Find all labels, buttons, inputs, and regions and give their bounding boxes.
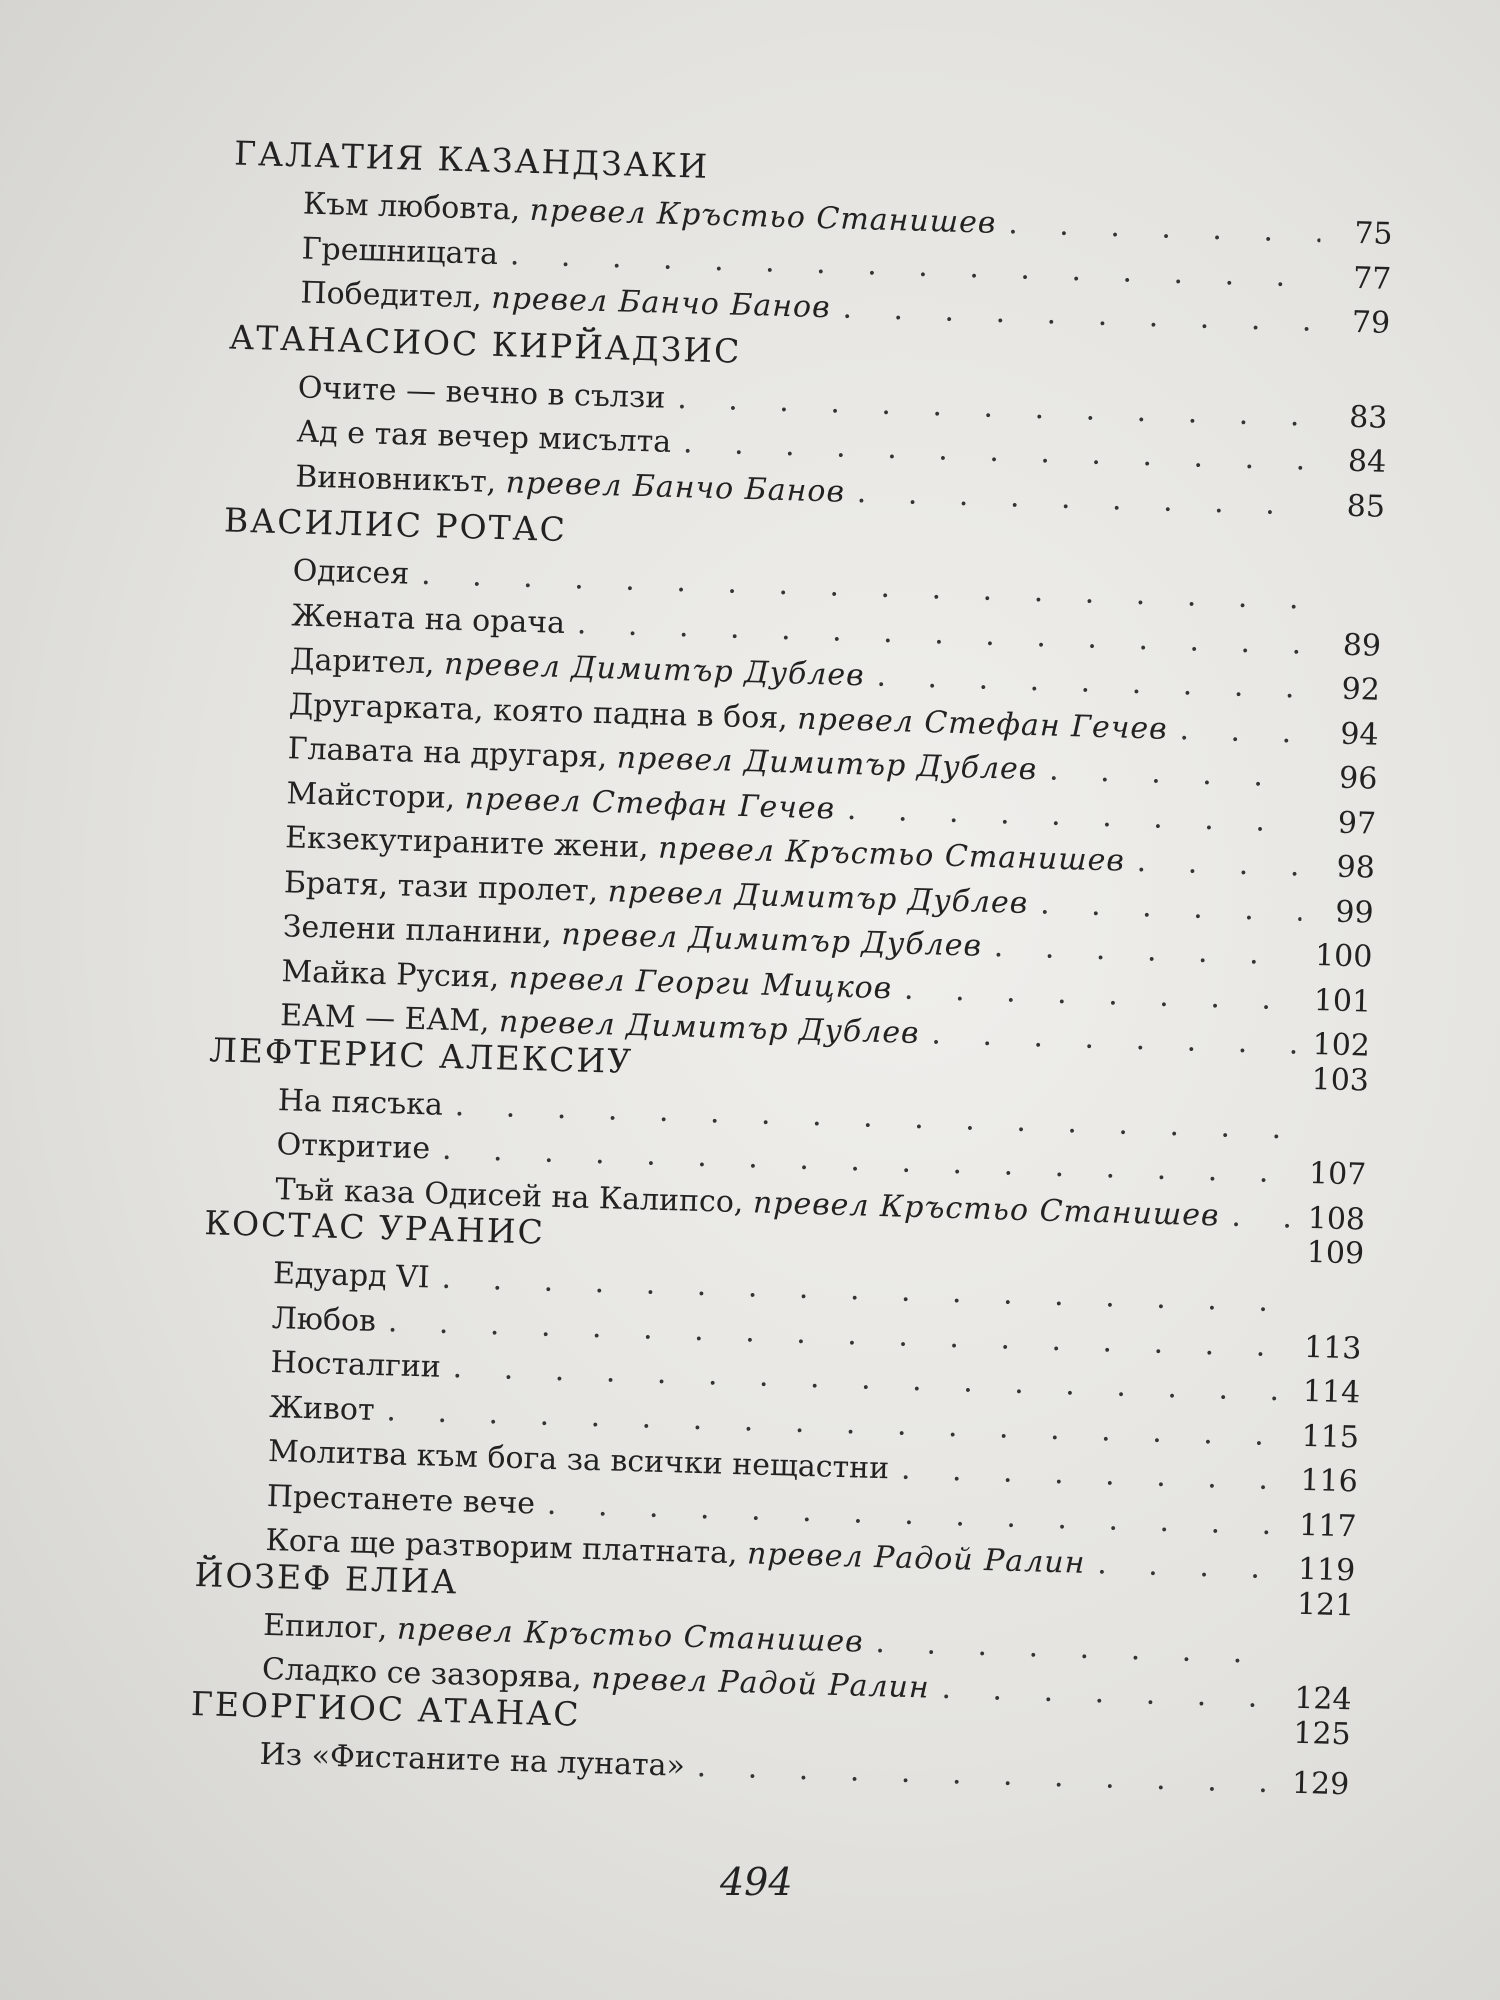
author-heading: ЛЕФТЕРИС АЛЕКСИУ	[208, 1029, 634, 1081]
entry-translator: превел Димитър Дублев	[607, 873, 1029, 921]
entry-title-text: Живот	[268, 1389, 376, 1428]
entry-title-text: Майка Русия,	[281, 953, 500, 995]
author-heading: ЙОЗЕФ ЕЛИА	[194, 1554, 459, 1601]
entry-translator: превел Банчо Банов	[490, 280, 832, 326]
entry-translator: превел Радой Ралин	[746, 1536, 1086, 1581]
entry-page-number	[1293, 1663, 1353, 1665]
entry-translator: превел Георги Мицков	[508, 960, 893, 1006]
entry-title	[301, 227, 499, 277]
entry-title-text: Из «Фистаните на луната»	[259, 1736, 686, 1784]
entry-page-number: 101	[1313, 982, 1372, 1020]
entry-page-number: 116	[1299, 1462, 1359, 1500]
entry-page-number: 113	[1303, 1329, 1362, 1366]
entry-page-number: 94	[1339, 716, 1380, 753]
entry-translator: превел Кръстьо Станишев	[752, 1184, 1221, 1233]
entry-title-text: Откритие	[276, 1127, 431, 1167]
entry-title	[271, 1297, 376, 1344]
entry-page-number: 115	[1301, 1418, 1360, 1455]
entry-page-number: 96	[1338, 760, 1378, 797]
entry-title-text: ЕАМ — ЕАМ,	[279, 998, 491, 1040]
entry-page-number: 85	[1346, 488, 1386, 525]
entry-title-text: Престанете вече	[266, 1478, 536, 1521]
entry-translator: превел Банчо Банов	[505, 464, 846, 510]
entry-page-number: 79	[1351, 304, 1391, 341]
author-heading: ГЕОРГИОС АТАНАС	[190, 1683, 582, 1734]
page-number: 494	[720, 1860, 793, 1904]
entry-title	[259, 1732, 685, 1788]
entry-translator: превел Кръстьо Станишев	[396, 1611, 865, 1660]
entry-title-text: Тъй каза Одисей на Калипсо,	[274, 1171, 744, 1220]
entry-page-number: 107	[1308, 1155, 1367, 1193]
trailing-page-number: 121	[1296, 1586, 1355, 1623]
entry-title-text: Молитва към бога за всички нещастни	[267, 1434, 890, 1487]
entry-title-text: Майстори,	[286, 775, 456, 816]
entry-title	[266, 1474, 535, 1526]
entry-title-text: Сладко се зазорява,	[261, 1651, 583, 1696]
entry-title	[270, 1341, 441, 1390]
entry-title-text: Победител,	[299, 275, 483, 316]
entry-page-number: 75	[1353, 215, 1394, 252]
entry-title	[277, 1079, 443, 1128]
trailing-page-number: 103	[1311, 1061, 1370, 1099]
entry-title-text: Другарката, която падна в боя,	[288, 686, 789, 736]
leader-dots	[1040, 882, 1303, 934]
entry-title-text: Зелени планини,	[282, 909, 553, 952]
entry-title-text: Очите — вечно в сълзи	[297, 369, 666, 416]
entry-title-text: Към любовта,	[302, 186, 521, 228]
entry-translator: превел Стефан Гечев	[796, 700, 1169, 747]
entry-title-text: Виновникът,	[294, 458, 497, 500]
leader-dots	[1231, 1194, 1294, 1240]
entry-page-number: 97	[1337, 805, 1377, 842]
leader-dots	[1097, 1542, 1284, 1592]
entry-title-text: Братя, тази пролет,	[283, 864, 599, 909]
entry-title	[272, 1252, 430, 1301]
entry-translator: превел Стефан Гечев	[464, 780, 836, 827]
author-heading: АТАНАСИОС КИРЙАДЗИС	[228, 316, 742, 371]
entry-translator: превел Димитър Дублев	[443, 646, 866, 694]
author-heading: ВАСИЛИС РОТАС	[223, 500, 568, 549]
entry-translator: превел Кръстьо Станишев	[657, 830, 1126, 879]
entry-page-number: 119	[1297, 1551, 1356, 1589]
entry-title-text: Дарител,	[289, 642, 436, 682]
entry-translator: превел Кръстьо Станишев	[529, 192, 997, 241]
entry-page-number	[1322, 609, 1382, 611]
entry-title-text: Епилог,	[262, 1607, 388, 1646]
entry-title	[292, 549, 410, 597]
entry-title	[291, 594, 566, 646]
entry-page-number: 83	[1348, 399, 1388, 436]
entry-title-text: Носталгии	[270, 1345, 442, 1385]
entry-page-number: 102	[1312, 1027, 1371, 1064]
author-heading: ГАЛАТИЯ КАЗАНДЗАКИ	[233, 133, 710, 186]
entry-page-number	[1302, 1312, 1362, 1314]
entry-translator: превел Димитър Дублев	[560, 916, 983, 964]
entry-page-number: 124	[1293, 1680, 1353, 1718]
entry-page-number: 99	[1334, 894, 1375, 931]
entry-title-text: Грешницата	[301, 230, 499, 272]
entry-page-number: 129	[1291, 1765, 1350, 1802]
entry-translator: превел Радой Ралин	[590, 1661, 931, 1706]
entry-page-number: 77	[1352, 260, 1392, 297]
entry-title-text: Главата на другаря,	[287, 731, 608, 776]
leader-dots	[941, 1667, 1280, 1721]
entry-title-text: Жената на орача	[290, 597, 566, 641]
entry-title-text: Ад е тая вечер мисълта	[296, 414, 672, 460]
entry-page-number: 117	[1298, 1507, 1357, 1544]
entry-page-number: 114	[1302, 1373, 1361, 1411]
entry-title-text: Едуард VI	[272, 1256, 431, 1296]
table-of-contents	[169, 130, 1414, 1808]
entry-title-text: На пясъка	[277, 1082, 444, 1123]
trailing-page-number: 109	[1306, 1234, 1365, 1272]
entry-title-text: Кога ще разтворим платната,	[265, 1522, 739, 1572]
entry-title-text: Любов	[271, 1300, 377, 1339]
leader-dots	[1179, 708, 1307, 756]
entry-title-text: Одисея	[292, 553, 410, 592]
leader-dots	[1136, 840, 1303, 889]
trailing-page-number: 125	[1292, 1715, 1352, 1752]
entry-translator: превел Димитър Дублев	[498, 1004, 921, 1052]
entry-translator: превел Димитър Дублев	[616, 740, 1038, 788]
author-heading: КОСТАС УРАНИС	[203, 1203, 546, 1252]
entry-page-number	[1307, 1138, 1367, 1140]
entry-page-number: 84	[1347, 443, 1387, 480]
entry-page-number: 89	[1342, 627, 1382, 664]
entry-title	[276, 1123, 431, 1172]
entry-page-number: 92	[1341, 671, 1381, 708]
entry-title-text: Екзекутираните жени,	[284, 820, 650, 866]
entry-page-number: 98	[1336, 849, 1376, 886]
entry-page-number: 108	[1307, 1200, 1366, 1238]
entry-page-number: 100	[1314, 938, 1373, 975]
leader-dots	[1049, 749, 1306, 801]
entry-title	[269, 1386, 375, 1433]
